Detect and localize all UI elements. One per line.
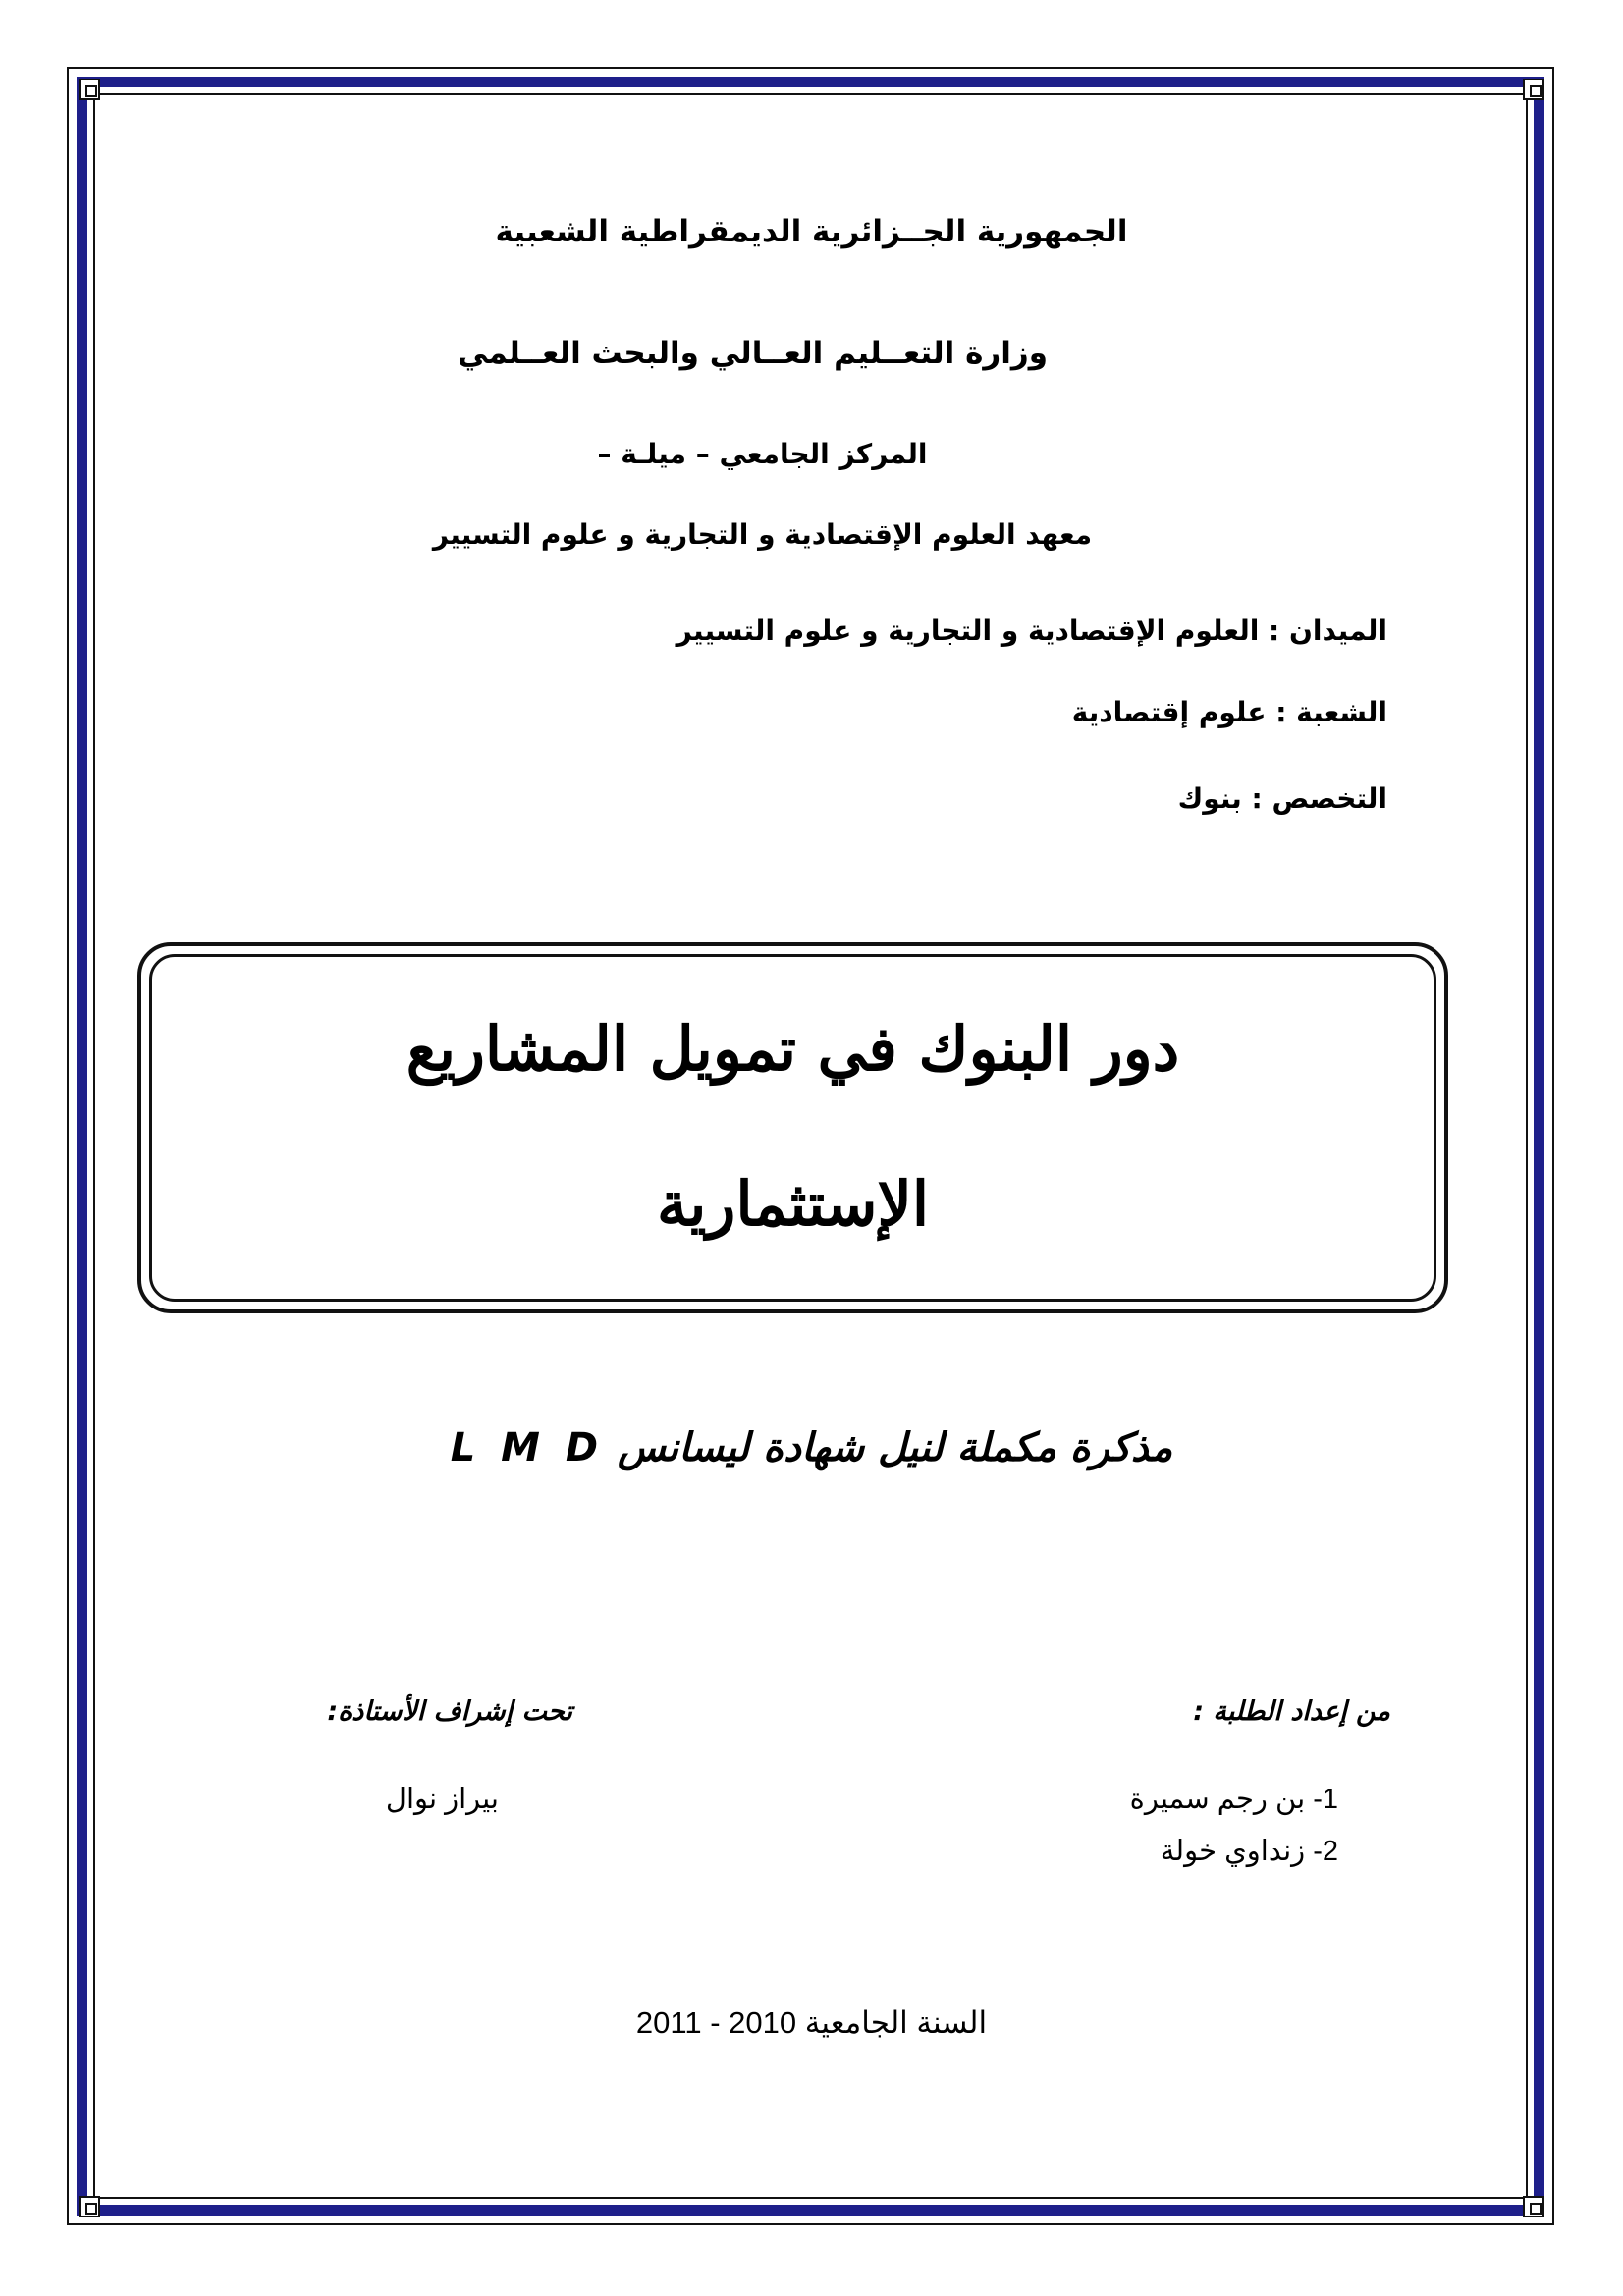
field-domain: الميدان : العلوم الإقتصادية و التجارية و علوم التسيير: [676, 614, 1387, 647]
border-corner-ornament: [1523, 79, 1544, 100]
supervisor-name: بيراز نوال: [385, 1784, 499, 1815]
thesis-subtitle: [0, 1425, 1623, 1470]
republic-heading: الجمهورية الجــزائرية الديمقراطية الشعبية: [495, 214, 1128, 249]
institute-heading: معهد العلوم الإقتصادية و التجارية و علوم التسيير: [432, 518, 1093, 551]
supervisor-label: تحت إشراف الأستاذة:: [327, 1696, 572, 1727]
students-label: من إعداد الطلبة :: [1193, 1696, 1390, 1727]
degree-label: L M D: [450, 1425, 605, 1470]
border-corner-ornament: [79, 79, 100, 100]
student-name-1: 1- بن رجم سميرة: [1129, 1784, 1338, 1815]
field-specialty: التخصص : بنوك: [1177, 782, 1387, 815]
thesis-title-line-1: دور البنوك في تمويل المشاريع: [406, 1013, 1180, 1085]
thesis-title-line-2: الإستثمارية: [656, 1168, 930, 1240]
subtitle-text: مذكرة مكملة لنيل شهادة ليسانس: [617, 1425, 1173, 1470]
student-name-2: 2- زنداوي خولة: [1160, 1836, 1338, 1867]
ministry-heading: وزارة التعــليم العــالي والبحث العــلمي: [458, 336, 1048, 371]
border-corner-ornament: [79, 2196, 100, 2217]
field-branch: الشعبة : علوم إقتصادية: [1071, 696, 1387, 728]
academic-year: السنة الجامعية 2010 - 2011: [635, 2005, 988, 2040]
university-center-heading: المركز الجامعي – ميلـة –: [597, 438, 928, 470]
border-corner-ornament: [1523, 2196, 1544, 2217]
title-box-inner-border: [149, 954, 1436, 1302]
